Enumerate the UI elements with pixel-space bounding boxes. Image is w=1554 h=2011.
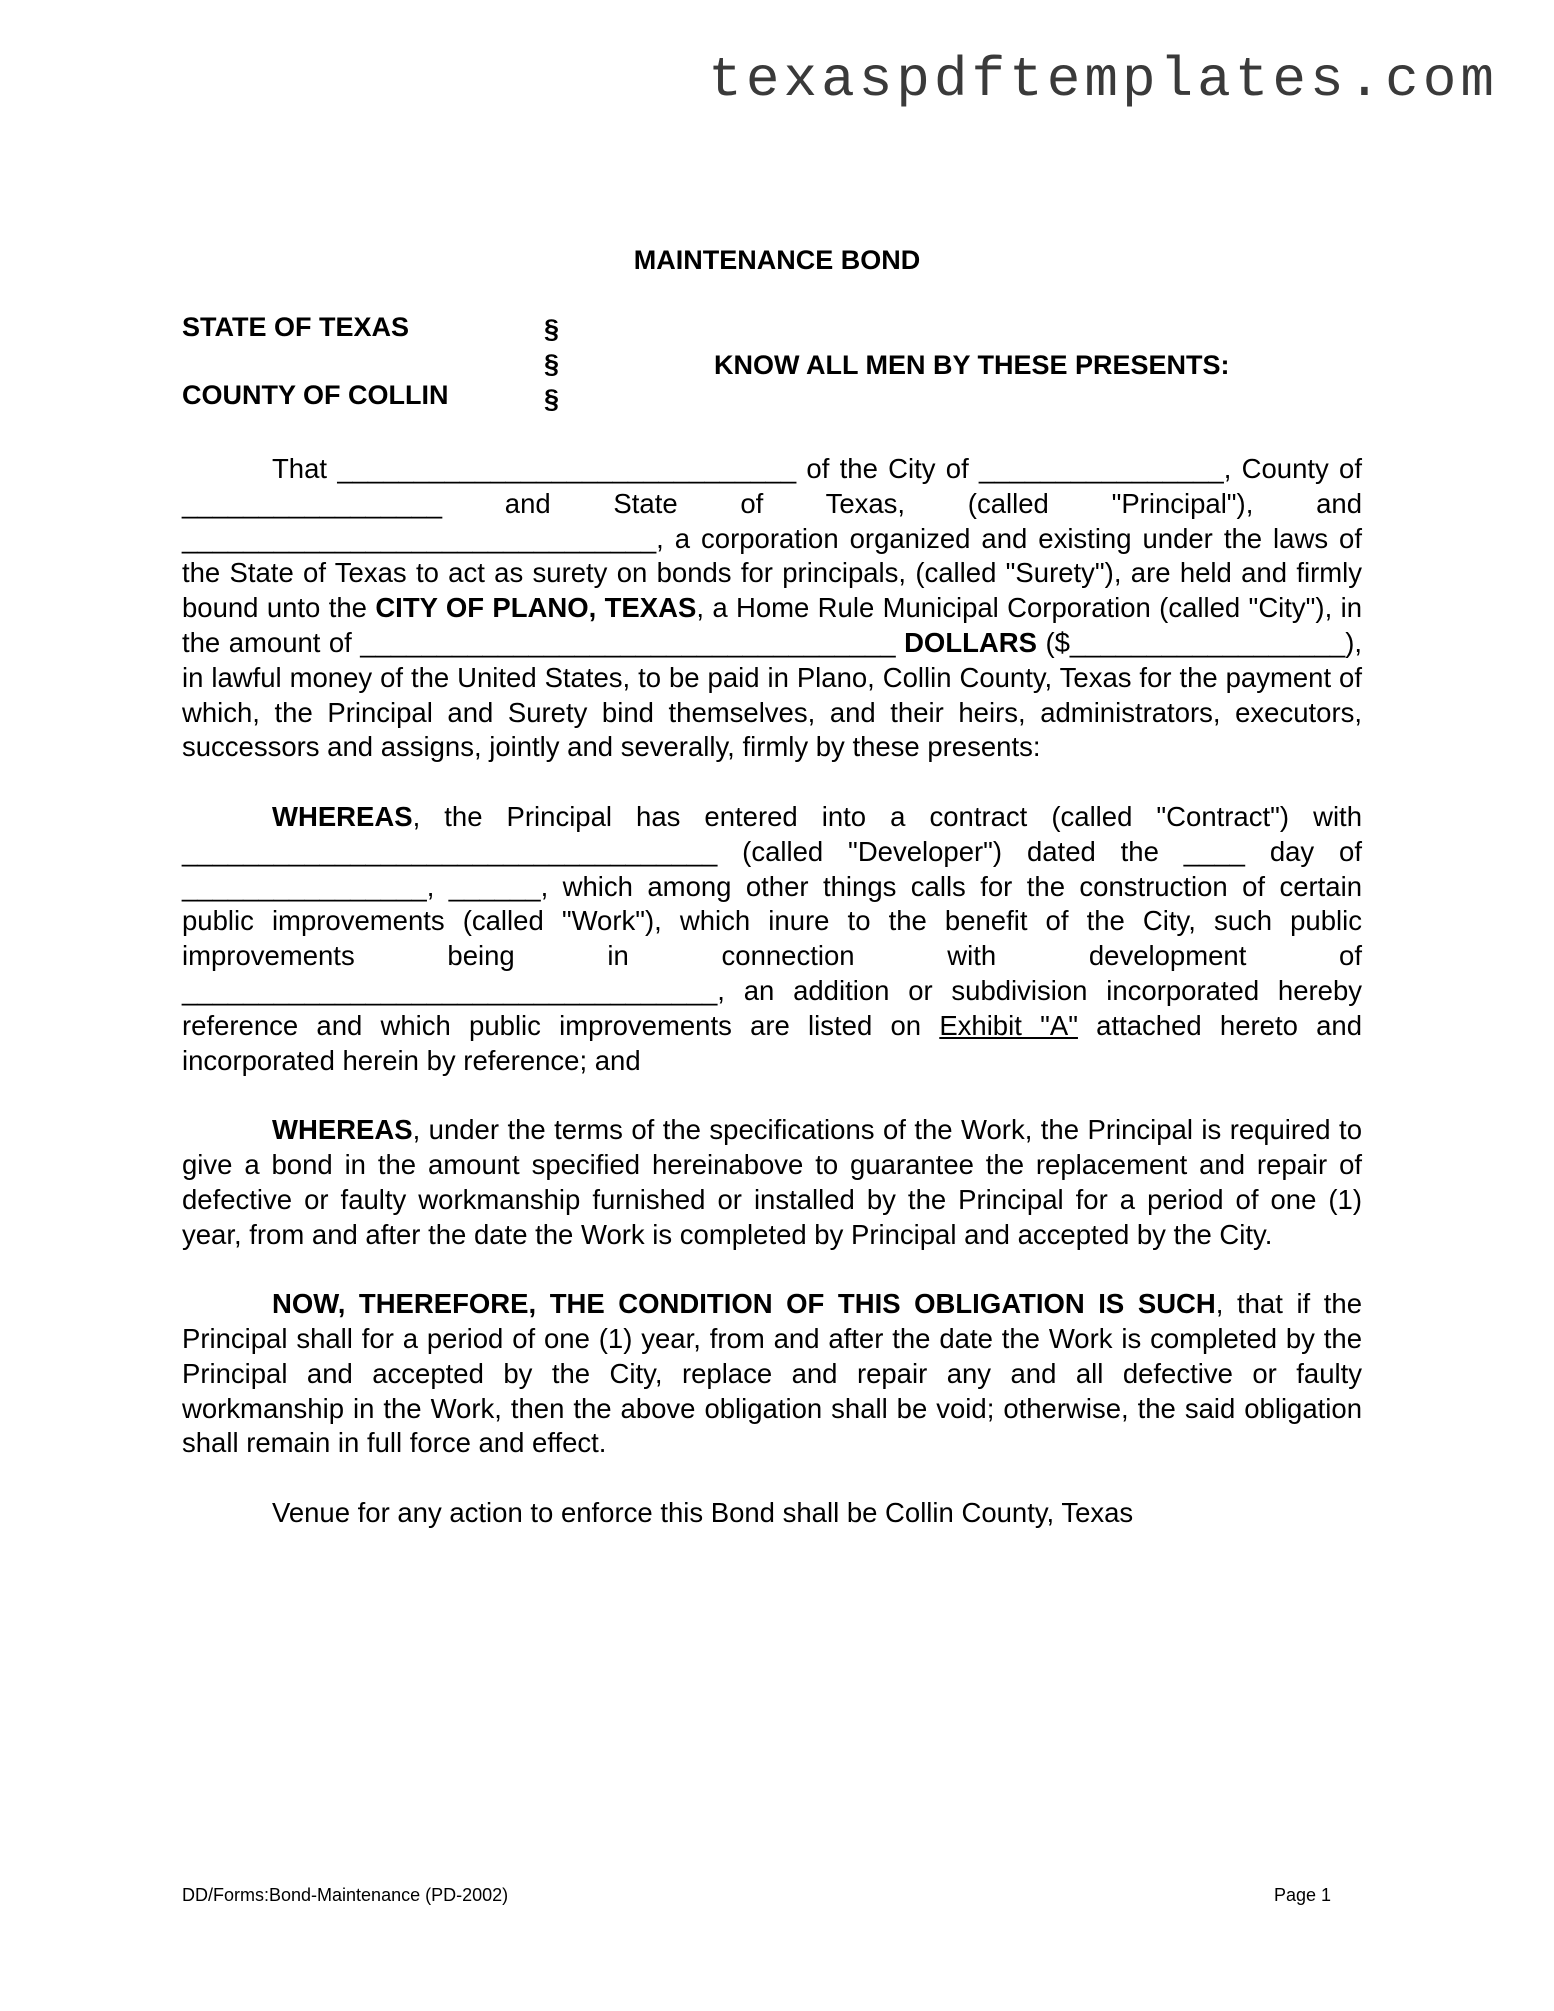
principal-blank: ______________________________	[337, 453, 797, 484]
state-label: STATE OF TEXAS	[182, 312, 410, 342]
footer-form-id: DD/Forms:Bond-Maintenance (PD-2002)	[182, 1885, 509, 1905]
paragraph-condition: NOW, THEREFORE, THE CONDITION OF THIS OBLIGATION IS SUCH, that if the Principal shall for a period of one (1) year, from and after the date the Work is completed by the Principal and accepted by the City, replace and repair any and all defective or faulty workmanship in the Work, then the above obligation shall be void; otherwise, the said obligation shall remain in full force and effect.	[182, 1288, 1362, 1459]
exhibit-a-reference: Exhibit "A"	[939, 1009, 1078, 1041]
footer-page-number: Page 1	[1274, 1885, 1332, 1905]
section-symbol-2: §	[544, 349, 560, 379]
surety-blank: _______________________________	[182, 522, 657, 554]
month-blank: ________________	[182, 870, 427, 902]
condition-heading: NOW, THEREFORE, THE CONDITION OF THIS OBLIGATION IS SUCH	[272, 1288, 1216, 1320]
county-label: COUNTY OF COLLIN	[182, 380, 449, 410]
amount-words-blank: ___________________________________	[360, 626, 896, 658]
watermark: texaspdftemplates.com	[708, 48, 1498, 112]
amount-blank: __________________	[1069, 626, 1346, 658]
document-title: MAINTENANCE BOND	[633, 245, 921, 275]
whereas-label: WHEREAS	[272, 800, 413, 832]
city-name: CITY OF PLANO, TEXAS	[375, 592, 697, 624]
city-blank: ________________	[979, 453, 1224, 484]
day-blank: ____	[1183, 835, 1245, 867]
paragraph-venue: Venue for any action to enforce this Bond shall be Collin County, Texas	[272, 1496, 1134, 1528]
paragraph-whereas-contract: WHEREAS, the Principal has entered into a contract (called "Contract") with ___________________________________ (called "Developer") dated the ____ day of ________________, ______, which among other things calls for the construction of certain public improvements (called "Work"), which inure to the benefit of the City, such public improvements being in connection with development of ___________________________________, an addition or subdivision incorporated hereby reference and which public improvements are listed on Exhibit "A" attached hereto and incorporated herein by reference; and	[182, 800, 1363, 1076]
addition-blank: ___________________________________	[182, 974, 718, 1006]
paragraph-principal-surety: That ______________________________ of the City of ________________, County of _________________ and State of Texas, (called "Principal"), and _______________________________, a corporation organized and existing under the laws of the State of Texas to act as surety on bonds for principals, (called "Surety"), are held and firmly bound unto the CITY OF PLANO, TEXAS, a Home Rule Municipal Corporation (called "City"), in the amount of ___________________________________ DOLLARS ($__________________), in lawful money of the United States, to be paid in Plano, Collin County, Texas for the payment of which, the Principal and Surety bind themselves, and their heirs, administrators, executors, successors and assigns, jointly and severally, firmly by these presents:	[182, 453, 1363, 763]
county-blank: _________________	[182, 487, 443, 519]
section-symbol-3: §	[544, 384, 560, 414]
developer-blank: ___________________________________	[182, 835, 718, 867]
year-blank: ______	[448, 870, 541, 902]
paragraph-whereas-terms: WHEREAS, under the terms of the specifications of the Work, the Principal is required to give a bond in the amount specified hereinabove to guarantee the replacement and repair of defective or faulty workmanship furnished or installed by the Principal for a period of one (1) year, from and after the date the Work is completed by Principal and accepted by the City.	[182, 1114, 1362, 1250]
whereas-label: WHEREAS	[272, 1114, 413, 1146]
know-all-men-heading: KNOW ALL MEN BY THESE PRESENTS:	[714, 350, 1230, 380]
bond-body	[182, 452, 1362, 1566]
section-symbol-1: §	[544, 314, 560, 344]
dollars-label: DOLLARS	[904, 626, 1037, 658]
